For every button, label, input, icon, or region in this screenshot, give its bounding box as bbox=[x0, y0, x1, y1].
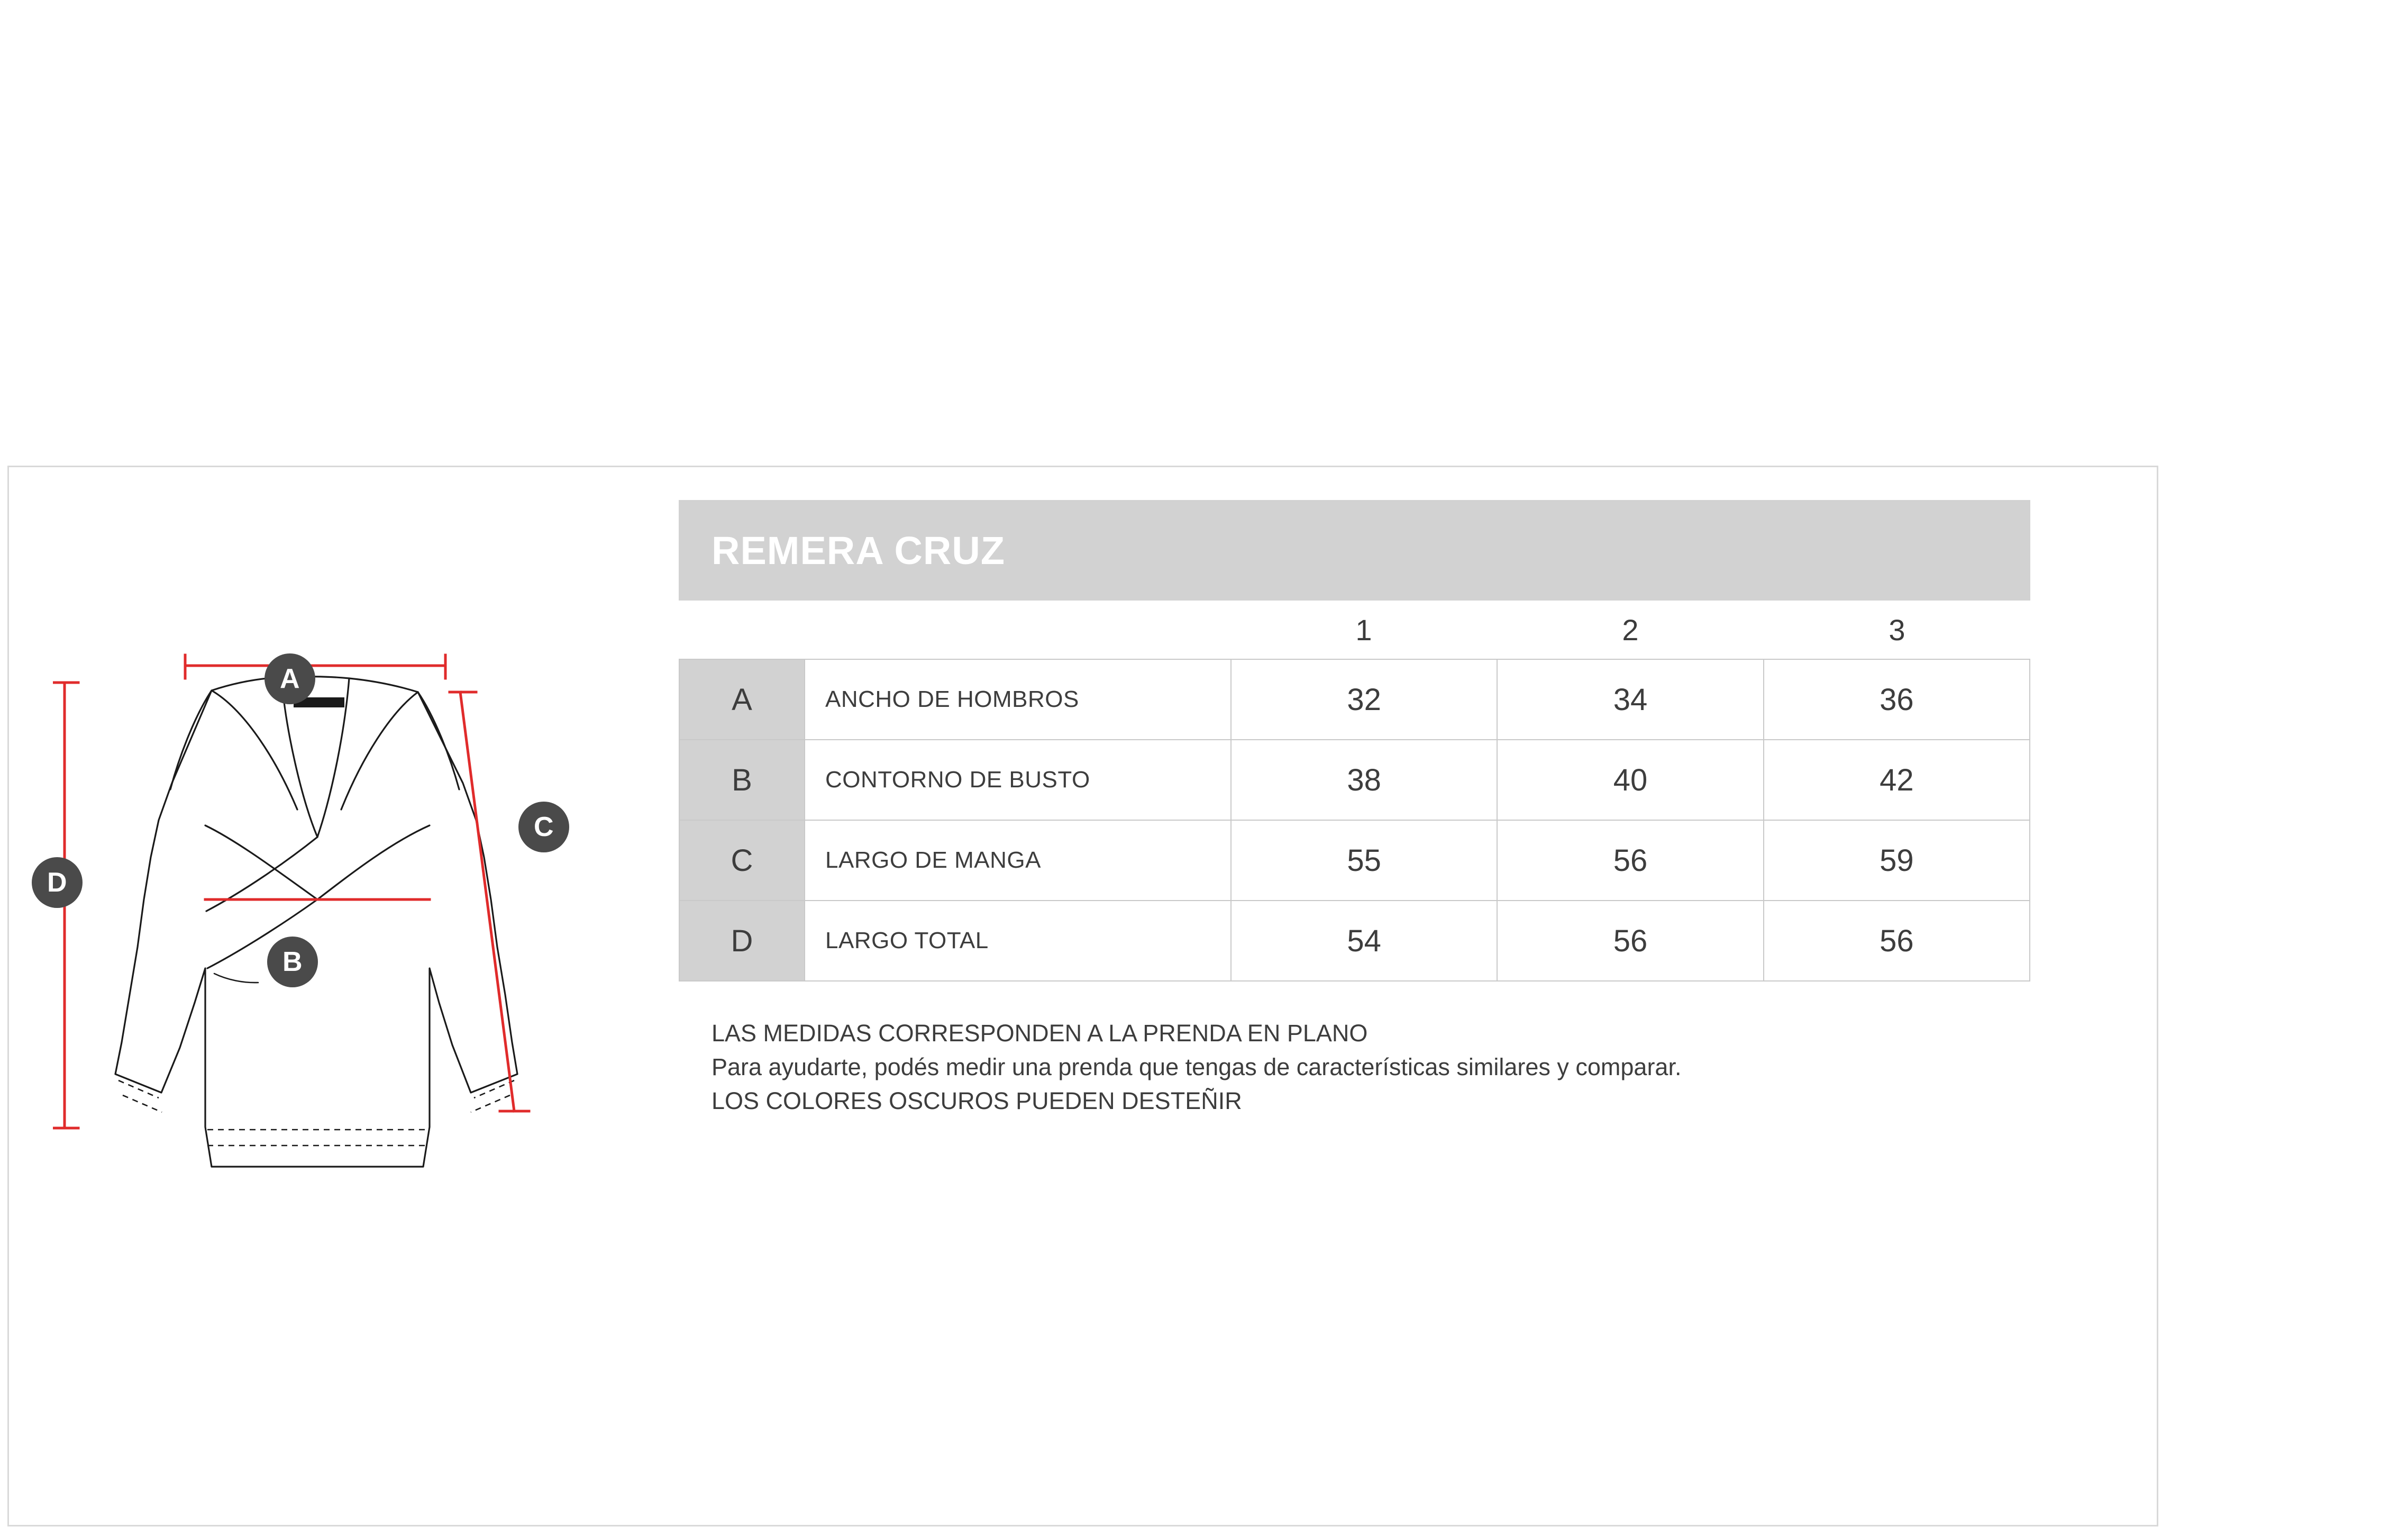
table-row bbox=[679, 820, 2030, 901]
marker-b: B bbox=[267, 937, 318, 987]
marker-c: C bbox=[518, 802, 569, 852]
notes-block bbox=[679, 1016, 2030, 1118]
row-letter: C bbox=[679, 820, 805, 901]
note-line-1: LAS MEDIDAS CORRESPONDEN A LA PRENDA EN PLANO bbox=[712, 1020, 1368, 1047]
row-letter: D bbox=[679, 901, 805, 981]
marker-d: D bbox=[32, 857, 83, 908]
row-value-size-1: 38 bbox=[1231, 740, 1497, 820]
row-description: LARGO DE MANGA bbox=[805, 820, 1231, 901]
table-row bbox=[679, 901, 2030, 981]
size-header-3: 3 bbox=[1889, 613, 1905, 647]
row-letter: A bbox=[679, 659, 805, 740]
row-value-size-3: 59 bbox=[1764, 820, 2030, 901]
note-line-2: Para ayudarte, podés medir una prenda que tengas de características similares y comparar. bbox=[712, 1053, 1682, 1080]
table-row bbox=[679, 659, 2030, 740]
row-value-size-2: 56 bbox=[1497, 820, 1763, 901]
size-header-row bbox=[679, 601, 2030, 659]
table-row bbox=[679, 740, 2030, 820]
row-value-size-3: 42 bbox=[1764, 740, 2030, 820]
marker-a: A bbox=[264, 653, 315, 704]
size-table-panel bbox=[679, 500, 2030, 1118]
page-title: REMERA CRUZ bbox=[712, 528, 1006, 572]
row-description: LARGO TOTAL bbox=[805, 901, 1231, 981]
row-value-size-3: 56 bbox=[1764, 901, 2030, 981]
row-value-size-1: 54 bbox=[1231, 901, 1497, 981]
row-description: CONTORNO DE BUSTO bbox=[805, 740, 1231, 820]
row-value-size-2: 34 bbox=[1497, 659, 1763, 740]
size-header-2: 2 bbox=[1622, 613, 1639, 647]
row-description: ANCHO DE HOMBROS bbox=[805, 659, 1231, 740]
row-value-size-3: 36 bbox=[1764, 659, 2030, 740]
row-letter: B bbox=[679, 740, 805, 820]
row-value-size-2: 56 bbox=[1497, 901, 1763, 981]
row-value-size-1: 55 bbox=[1231, 820, 1497, 901]
garment-illustration bbox=[53, 651, 608, 1275]
title-bar bbox=[679, 500, 2030, 601]
measurements-table bbox=[679, 659, 2030, 981]
note-line-3: LOS COLORES OSCUROS PUEDEN DESTEÑIR bbox=[712, 1087, 1242, 1114]
row-value-size-2: 40 bbox=[1497, 740, 1763, 820]
row-value-size-1: 32 bbox=[1231, 659, 1497, 740]
size-header-1: 1 bbox=[1355, 613, 1372, 647]
